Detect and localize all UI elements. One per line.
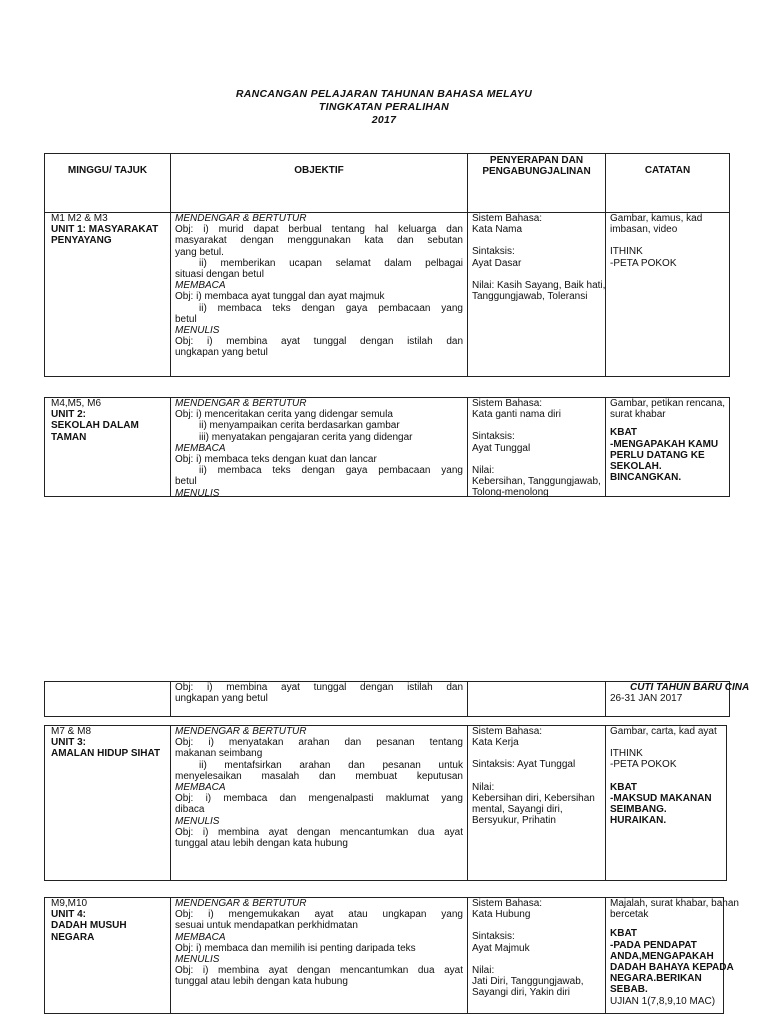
unit-title-cont: SEKOLAH DALAM	[51, 420, 139, 432]
objective-line: iii) menyatakan pengajaran cerita yang didengar	[199, 431, 413, 443]
integration-line: Kata ganti nama diri	[472, 409, 561, 421]
notes-cell	[606, 726, 726, 880]
integration-line: Tolong-menolong	[472, 487, 549, 499]
notes-line: KBAT	[610, 427, 638, 439]
notes-line: -MENGAPAKAH KAMU	[610, 438, 719, 450]
notes-line: SEIMBANG.	[610, 803, 667, 815]
col-header-integration-label-1: PENYERAPAN DAN	[489, 155, 584, 166]
integration-line: Kebersihan, Tanggungjawab,	[472, 475, 601, 487]
notes-line: KBAT	[610, 781, 638, 793]
integration-line: Sintaksis: Ayat Tunggal	[472, 759, 576, 771]
holiday-date: 26-31 JAN 2017	[610, 693, 683, 705]
notes-line: imbasan, video	[610, 224, 678, 236]
objective-line: Obj: i) mengemukakan ayat atau ungkapan yang	[175, 909, 463, 921]
objective-line: yang betul.	[175, 246, 224, 258]
col-header-week	[45, 154, 171, 212]
unit-title: UNIT 1: MASYARAKAT	[51, 224, 159, 236]
integration-cell	[468, 398, 606, 499]
notes-cell	[606, 213, 729, 376]
objective-cell	[171, 898, 468, 1013]
spacer	[472, 269, 601, 280]
week-cell	[45, 682, 171, 716]
skill-heading: MENDENGAR & BERTUTUR	[175, 726, 307, 737]
objective-line: ungkapan yang betul	[175, 347, 268, 359]
integration-line: mental, Sayangi diri,	[472, 803, 563, 815]
integration-line: Kata Kerja	[472, 737, 519, 749]
notes-line: Gambar, kamus, kad	[610, 213, 703, 224]
spacer	[610, 737, 722, 748]
integration-line: Nilai:	[472, 464, 495, 476]
col-header-notes-label: CATATAN	[644, 165, 691, 176]
table-row	[44, 212, 730, 377]
objective-line: Obj: i) membina ayat dengan mencantumkan dua ayat	[175, 965, 463, 977]
objective-line: Obj: i) membaca teks dengan kuat dan lancar	[175, 453, 377, 465]
integration-line: Sistem Bahasa:	[472, 726, 543, 737]
objective-line: Obj: i) menyatakan arahan dan pesanan tentang	[175, 737, 463, 749]
objective-cell	[171, 682, 468, 716]
integration-line: Kata Hubung	[472, 909, 531, 921]
week-label: M9,M10	[51, 898, 88, 909]
objective-line: ii) menyampaikan cerita berdasarkan gambar	[199, 420, 400, 432]
col-header-objective-label: OBJEKTIF	[294, 165, 344, 176]
objective-line: ungkapan yang betul	[175, 693, 268, 705]
objective-line: masyarakat dengan menggunakan kata dan sebutan	[175, 235, 463, 247]
objective-line: Obj: i) membaca dan mengenalpasti maklumat yang	[175, 793, 463, 805]
skill-heading: MENULIS	[175, 324, 220, 336]
objective-line: menyelesaikan masalah dan membuat keputusan	[175, 770, 463, 782]
week-cell	[45, 213, 171, 376]
objective-cell	[171, 726, 468, 880]
col-header-integration	[468, 154, 606, 212]
notes-line: Gambar, carta, kad ayat	[610, 726, 717, 737]
spacer	[472, 454, 601, 465]
holiday-title: CUTI TAHUN BARU CINA	[630, 682, 750, 693]
objective-line: Obj: i) membina ayat dengan mencantumkan dua ayat	[175, 826, 463, 838]
col-header-integration-label-2: PENGABUNGJALINAN	[482, 166, 591, 177]
skill-heading: MEMBACA	[175, 931, 226, 943]
integration-line: Sintaksis:	[472, 246, 515, 258]
doc-title: RANCANGAN PELAJARAN TAHUNAN BAHASA MELAYU	[235, 88, 533, 100]
notes-cell	[606, 398, 729, 496]
notes-line: Gambar, petikan rencana,	[610, 398, 726, 409]
spacer	[472, 771, 601, 782]
week-label: M1 M2 & M3	[51, 213, 108, 224]
table-row	[44, 897, 739, 1014]
notes-line: -PADA PENDAPAT	[610, 939, 697, 951]
integration-line: Sintaksis:	[472, 431, 515, 443]
integration-cell	[468, 682, 606, 716]
notes-line: -PETA POKOK	[610, 759, 677, 771]
objective-line: betul	[175, 476, 197, 488]
spacer	[472, 420, 601, 431]
integration-line: Sistem Bahasa:	[472, 398, 543, 409]
integration-line: Nilai:	[472, 781, 495, 793]
unit-title: UNIT 4:	[51, 909, 86, 921]
notes-line: BINCANGKAN.	[610, 472, 682, 484]
skill-heading: MENULIS	[175, 487, 220, 499]
col-header-notes	[606, 154, 729, 212]
notes-line: bercetak	[610, 909, 649, 921]
integration-line: Sistem Bahasa:	[472, 213, 543, 224]
integration-line: Sistem Bahasa:	[472, 898, 543, 909]
skill-heading: MENDENGAR & BERTUTUR	[175, 898, 307, 909]
objective-line: Obj: i) membaca dan memilih isi penting daripada teks	[175, 942, 416, 954]
spacer	[472, 235, 601, 246]
spacer	[472, 954, 601, 965]
objective-line: tunggal atau lebih dengan kata hubung	[175, 837, 348, 849]
unit-title-cont: TAMAN	[51, 431, 87, 443]
integration-line: Ayat Tunggal	[472, 442, 531, 454]
spacer	[472, 748, 601, 759]
objective-line: Obj: i) murid dapat berbual tentang hal keluarga dan	[175, 224, 463, 236]
notes-line: UJIAN 1(7,8,9,10 MAC)	[610, 995, 716, 1007]
integration-line: Nilai: Kasih Sayang, Baik hati,	[472, 279, 606, 291]
skill-heading: MENULIS	[175, 815, 220, 827]
notes-line: Majalah, surat khabar, bahan	[610, 898, 739, 909]
objective-line: Obj: i) menceritakan cerita yang didengar semula	[175, 409, 393, 421]
integration-line: Ayat Majmuk	[472, 942, 530, 954]
notes-line: -MAKSUD MAKANAN	[610, 792, 712, 804]
skill-heading: MENULIS	[175, 953, 220, 965]
integration-line: Kata Nama	[472, 224, 523, 236]
unit-title: UNIT 2:	[51, 409, 86, 421]
col-header-objective	[171, 154, 468, 212]
week-label: M4,M5, M6	[51, 398, 102, 409]
objective-line: situasi dengan betul	[175, 268, 264, 280]
unit-title-cont: AMALAN HIDUP SIHAT	[51, 748, 161, 760]
notes-line: KBAT	[610, 928, 638, 940]
unit-title-cont: NEGARA	[51, 931, 95, 943]
skill-heading: MEMBACA	[175, 781, 226, 793]
objective-cell	[171, 398, 468, 499]
integration-cell	[468, 726, 606, 880]
notes-cell	[606, 682, 750, 716]
week-label: M7 & M8	[51, 726, 92, 737]
table-row	[44, 397, 730, 497]
week-cell	[45, 726, 171, 880]
notes-line: -PETA POKOK	[610, 257, 677, 269]
spacer	[610, 420, 725, 427]
week-cell	[45, 898, 171, 1013]
notes-line: ANDA,MENGAPAKAH	[610, 950, 714, 962]
objective-line: Obj: i) membina ayat tunggal dengan istilah dan	[175, 336, 463, 348]
objective-line: ii) membaca teks dengan gaya pembacaan yang	[199, 465, 463, 477]
unit-title: UNIT 3:	[51, 737, 86, 749]
integration-line: Ayat Dasar	[472, 257, 522, 269]
skill-heading: MENDENGAR & BERTUTUR	[175, 398, 307, 409]
objective-line: ii) memberikan ucapan selamat dalam pelbagai	[199, 257, 463, 269]
objective-cell	[171, 213, 468, 376]
table-row	[44, 681, 750, 717]
integration-line: Tanggungjawab, Toleransi	[472, 290, 588, 302]
doc-subtitle: TINGKATAN PERALIHAN	[318, 101, 450, 113]
integration-line: Nilai:	[472, 964, 495, 976]
objective-line: ii) mentafsirkan arahan dan pesanan untuk	[199, 759, 463, 771]
doc-year: 2017	[371, 114, 397, 126]
notes-cell	[606, 898, 739, 1013]
notes-line: ITHINK	[610, 246, 643, 258]
integration-line: Bersyukur, Prihatin	[472, 815, 556, 827]
integration-line: Sintaksis:	[472, 931, 515, 943]
objective-line: ii) membaca teks dengan gaya pembacaan yang	[199, 302, 463, 314]
notes-line: SEBAB.	[610, 984, 648, 996]
notes-line: NEGARA.BERIKAN	[610, 973, 702, 985]
notes-line: surat khabar	[610, 409, 666, 421]
week-cell	[45, 398, 171, 496]
integration-line: Kebersihan diri, Kebersihan	[472, 792, 595, 804]
spacer	[472, 920, 601, 931]
skill-heading: MEMBACA	[175, 442, 226, 454]
notes-line: SEKOLAH.	[610, 460, 662, 472]
skill-heading: MEMBACA	[175, 280, 226, 292]
integration-cell	[468, 898, 606, 1013]
integration-line: Jati Diri, Tanggungjawab,	[472, 975, 584, 987]
objective-line: Obj: i) membaca ayat tunggal dan ayat majmuk	[175, 291, 385, 303]
table-header-row	[44, 153, 730, 213]
col-header-week-label: MINGGU/ TAJUK	[67, 165, 148, 176]
notes-line: HURAIKAN.	[610, 815, 667, 827]
integration-cell	[468, 213, 606, 376]
notes-line: DADAH BAHAYA KEPADA	[610, 961, 734, 973]
notes-line: PERLU DATANG KE	[610, 449, 705, 461]
objective-line: tunggal atau lebih dengan kata hubung	[175, 976, 348, 988]
notes-line: ITHINK	[610, 748, 643, 760]
unit-title-cont: PENYAYANG	[51, 235, 112, 247]
objective-line: makanan seimbang	[175, 748, 263, 760]
table-row	[44, 725, 727, 881]
unit-title-cont: DADAH MUSUH	[51, 920, 127, 932]
objective-line: dibaca	[175, 804, 205, 816]
objective-line: betul	[175, 313, 197, 325]
spacer	[610, 235, 725, 246]
spacer	[610, 920, 719, 928]
skill-heading: MENDENGAR & BERTUTUR	[175, 213, 307, 224]
spacer	[610, 771, 722, 782]
objective-line: sesuai untuk mendapatkan perkhidmatan	[175, 920, 358, 932]
objective-line: Obj: i) membina ayat tunggal dengan istilah dan	[175, 682, 463, 693]
integration-line: Sayangi diri, Yakin diri	[472, 987, 571, 999]
